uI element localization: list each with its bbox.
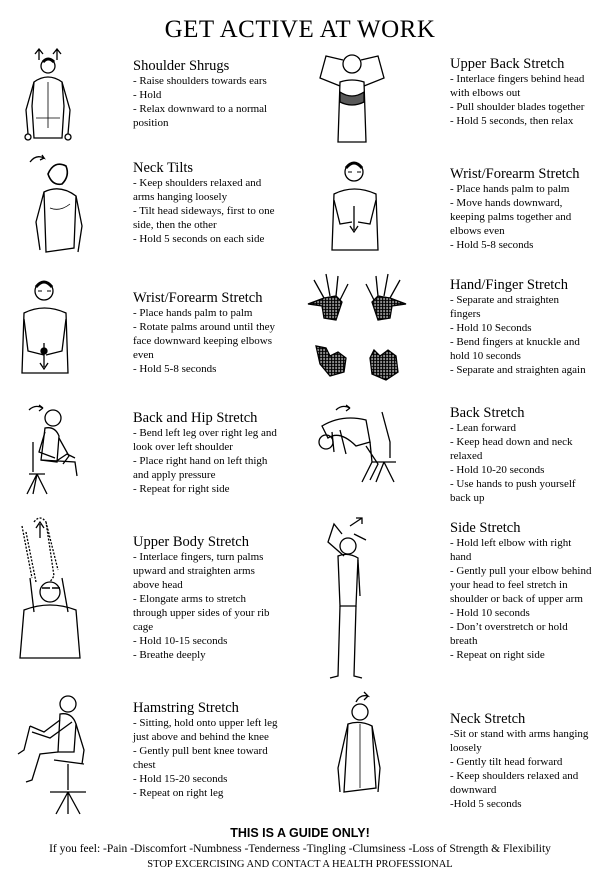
exercise-steps <box>133 550 281 662</box>
exercise-step: - Repeat on right side <box>450 649 545 661</box>
exercise-title: Upper Body Stretch <box>133 534 249 550</box>
wrist-forearm-illustration-right <box>320 158 390 253</box>
exercise-step: - Use hands to push yourself back up <box>450 478 576 504</box>
exercise-block <box>450 56 592 128</box>
exercise-step: - Place hands palm to palm <box>133 307 253 319</box>
exercise-step: - Lean forward <box>450 422 516 434</box>
exercise-title: Hand/Finger Stretch <box>450 277 568 293</box>
exercise-steps <box>133 176 281 246</box>
exercise-title: Shoulder Shrugs <box>133 58 230 74</box>
exercise-steps <box>450 293 592 377</box>
exercise-step: - Place hands palm to palm <box>450 183 570 195</box>
shoulder-shrugs-illustration <box>8 48 88 148</box>
exercise-step: -Sit or stand with arms hanging loosely <box>450 728 589 754</box>
back-hip-stretch-illustration <box>15 402 90 502</box>
exercise-title: Upper Back Stretch <box>450 56 565 72</box>
exercise-steps <box>133 426 281 496</box>
exercise-block <box>133 534 281 662</box>
exercise-step: - Gently pull bent knee toward chest <box>133 745 268 771</box>
exercise-title: Back Stretch <box>450 405 525 421</box>
neck-stretch-illustration <box>326 688 391 818</box>
exercise-block <box>450 405 592 505</box>
exercise-step: - Keep shoulders relaxed and arms hanging loosely <box>133 177 262 203</box>
exercise-steps <box>450 421 592 505</box>
hamstring-stretch-illustration <box>10 690 90 820</box>
exercise-step: - Breathe deeply <box>133 649 206 661</box>
exercise-step: - Hold 10 Seconds <box>450 322 532 334</box>
exercise-title: Side Stretch <box>450 520 521 536</box>
symptoms-list: If you feel: -Pain -Discomfort -Numbness -Tenderness -Tingling -Clumsiness -Loss of Strength & Flexibility <box>49 843 551 855</box>
exercise-steps <box>133 716 281 800</box>
guide-warning: THIS IS A GUIDE ONLY! <box>230 826 370 840</box>
exercise-step: -Hold 5 seconds <box>450 798 522 810</box>
exercise-step: - Bend left leg over right leg and look over left shoulder <box>133 427 277 453</box>
exercise-step: - Separate and straighten again <box>450 364 586 376</box>
exercise-title: Wrist/Forearm Stretch <box>450 166 580 182</box>
exercise-step: - Hold 5-8 seconds <box>133 363 217 375</box>
exercise-step: - Move hands downward, keeping palms together and elbows even <box>450 197 572 237</box>
exercise-step: - Hold 10-20 seconds <box>450 464 545 476</box>
exercise-step: - Bend fingers at knuckle and hold 10 seconds <box>450 336 580 362</box>
wrist-forearm-illustration-left <box>10 277 80 382</box>
exercise-title: Back and Hip Stretch <box>133 410 258 426</box>
side-stretch-illustration <box>318 516 388 681</box>
exercise-steps <box>450 727 592 811</box>
stop-notice: STOP EXCERCISING AND CONTACT A HEALTH PROFESSIONAL <box>147 859 453 870</box>
exercise-steps <box>133 306 281 376</box>
exercise-step: - Hold 5 seconds, then relax <box>450 115 574 127</box>
exercise-step: - Elongate arms to stretch through upper sides of your rib cage <box>133 593 270 633</box>
exercise-block <box>450 711 592 811</box>
exercise-block <box>450 277 592 377</box>
exercise-step: - Interlace fingers, turn palms upward and straighten arms above head <box>133 551 264 591</box>
exercise-step: - Keep shoulders relaxed and downward <box>450 770 579 796</box>
exercise-step: - Repeat on right leg <box>133 787 224 799</box>
page-title: GET ACTIVE AT WORK <box>164 16 436 43</box>
exercise-step: - Relax downward to a normal position <box>133 103 268 129</box>
exercise-steps <box>450 536 592 662</box>
back-stretch-illustration <box>312 402 402 487</box>
exercise-block <box>133 290 281 376</box>
exercise-block <box>133 410 281 496</box>
hand-finger-stretch-illustration <box>300 272 412 392</box>
exercise-step: - Hold 5 seconds on each side <box>133 233 265 245</box>
upper-back-stretch-illustration <box>312 42 392 147</box>
exercise-step: - Keep head down and neck relaxed <box>450 436 573 462</box>
exercise-step: - Hold <box>133 89 162 101</box>
exercise-step: - Raise shoulders towards ears <box>133 75 267 87</box>
exercise-step: - Rotate palms around until they face downward keeping elbows even <box>133 321 276 361</box>
exercise-title: Neck Tilts <box>133 160 194 176</box>
exercise-step: - Hold left elbow with right hand <box>450 537 572 563</box>
upper-body-stretch-illustration <box>10 512 90 662</box>
exercise-block <box>133 58 281 130</box>
exercise-step: - Hold 15-20 seconds <box>133 773 228 785</box>
exercise-step: - Interlace fingers behind head with elbows out <box>450 73 585 99</box>
exercise-step: - Hold 10 seconds <box>450 607 530 619</box>
exercise-block <box>133 700 281 800</box>
exercise-block <box>133 160 281 246</box>
exercise-step: - Gently pull your elbow behind your head to feel stretch in shoulder or back of upper arm <box>450 565 592 605</box>
exercise-title: Wrist/Forearm Stretch <box>133 290 263 306</box>
exercise-step: - Hold 5-8 seconds <box>450 239 534 251</box>
exercise-step: - Gently tilt head forward <box>450 756 563 768</box>
exercise-block <box>450 520 592 662</box>
exercise-step: - Tilt head sideways, first to one side, then the other <box>133 205 275 231</box>
exercise-steps <box>450 182 592 252</box>
exercise-step: - Sitting, hold onto upper left leg just above and behind the knee <box>133 717 278 743</box>
exercise-step: - Separate and straighten fingers <box>450 294 560 320</box>
exercise-step: - Don’t overstretch or hold breath <box>450 621 568 647</box>
exercise-title: Hamstring Stretch <box>133 700 239 716</box>
exercise-step: - Hold 10-15 seconds <box>133 635 228 647</box>
exercise-steps <box>133 74 281 130</box>
exercise-step: - Pull shoulder blades together <box>450 101 585 113</box>
exercise-title: Neck Stretch <box>450 711 526 727</box>
exercise-steps <box>450 72 592 128</box>
exercise-block <box>450 166 592 252</box>
neck-tilts-illustration <box>22 152 92 264</box>
exercise-step: - Repeat for right side <box>133 483 230 495</box>
exercise-step: - Place right hand on left thigh and apply pressure <box>133 455 268 481</box>
